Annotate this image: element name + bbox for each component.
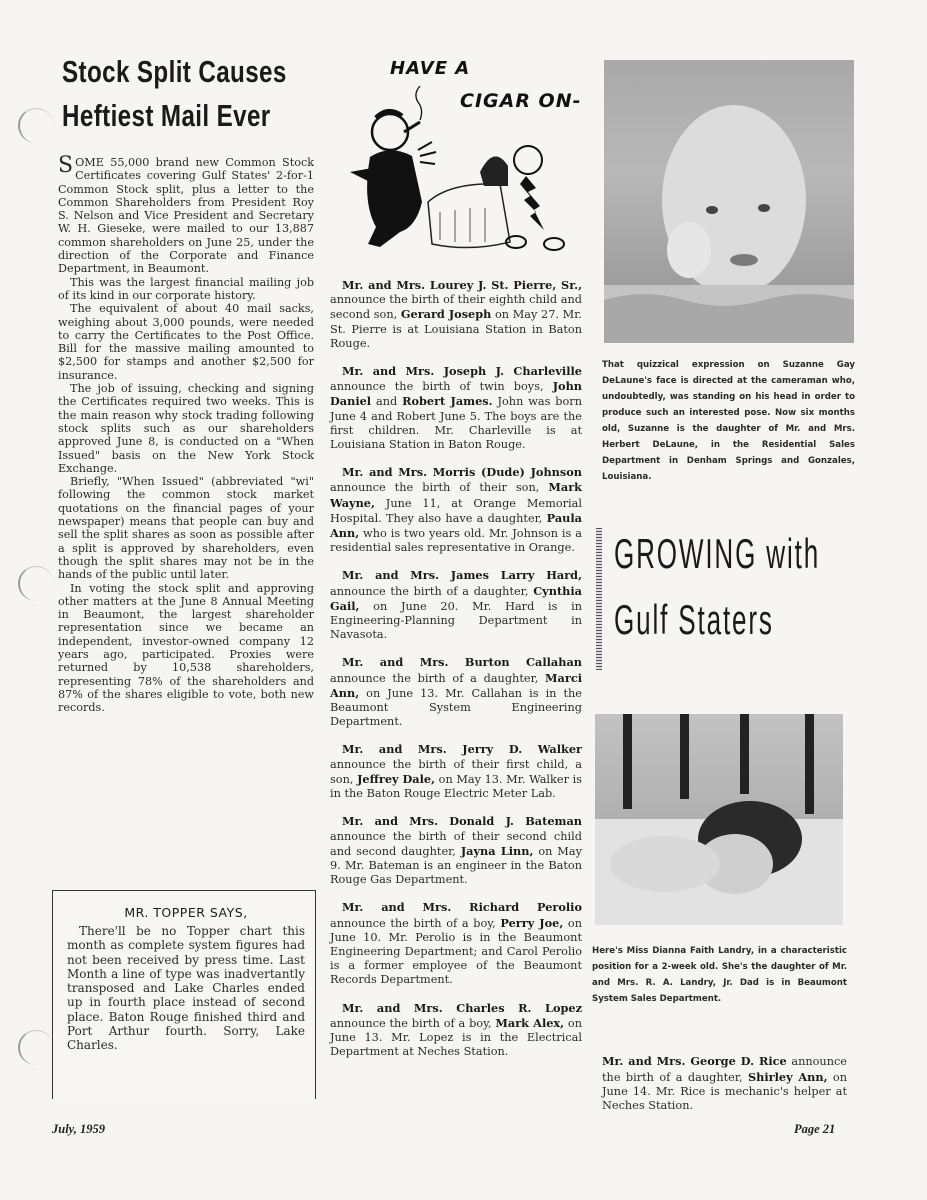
announcement: Mr. and Mrs. George D. Rice announce the birth of a daughter, Shirley Ann, on June 14. Mr. Rice is mechanic's helper at Neches Station. [602,1054,848,1112]
article-headline-line1: Stock Split Causes [62,54,287,89]
article-paragraph: The equivalent of about 40 mail sacks, weighing about 3,000 pounds, were needed to carry the Certificates to the Post Office. Bill for the massive mailing amounted to $2,500 for stamps and another $2,500 for insurance. [58,302,314,382]
announcement: Mr. and Mrs. Richard Perolio announce the birth of a boy, Perry Joe, on June 10. Mr. Perolio is in the Beaumont Engineering Department; and Carol Perolio is a former employee of the Beaumont Records Department. [330,900,583,987]
announcement-rice [602,1043,847,1124]
section-title-line2: Gulf Staters [614,596,774,643]
article-paragraph: Briefly, "When Issued" (abbreviated "wi" following the common stock market quotations on the financial pages of your newspaper) means that people can buy and sell the split shares as soon as possible after a split is approved by shareholders, even though the split shares may not be in the hands of the public until later. [58,475,314,582]
topper-box [52,890,316,1099]
reddy-kilowatt-icon [514,146,542,174]
announcement: Mr. and Mrs. Charles R. Lopez announce the birth of a boy, Mark Alex, on June 13. Mr. Lopez is in the Electrical Department at Neches Station. [330,1000,582,1059]
father-head-icon [372,114,408,150]
cigar-cartoon [340,52,590,262]
announcement: Mr. and Mrs. Lourey J. St. Pierre, Sr., announce the birth of their eighth child and second son, Gerard Joseph on May 27. Mr. St. Pierre is at Louisiana Station in Baton Rouge. [330,278,582,350]
article-paragraph: The job of issuing, checking and signing the Certificates required two weeks. This is the main reason why stock trading following stock splits such as our shareholders approved June 8, is conducted on a "When Issued" basis on the New York Stock Exchange. [58,382,314,475]
announcement: Mr. and Mrs. Donald J. Bateman announce the birth of their second child and second daughter, Jayna Linn, on May 9. Mr. Bateman is an engineer in the Baton Rouge Gas Department. [330,814,582,887]
punch-hole [18,566,54,601]
baby-photo-dianna [595,714,843,925]
father-body-icon [367,150,422,247]
article-paragraph: In voting the stock split and approving other matters at the June 8 Annual Meeting in Beaumont, the largest shareholder representation since we became an independent, investor-owned company 12 years ago, participated. Proxies were returned by 10,538 shareholders, representing 78% of the shareholders and 87% of the shares eligible to vote, both new records. [58,581,314,715]
article-headline-line2: Heftiest Mail Ever [62,98,271,133]
smoke-icon [416,86,422,120]
announcement: Mr. and Mrs. James Larry Hard, announce the birth of a daughter, Cynthia Gail, on June 20. Mr. Hard is in Engineering-Planning Department in Navasota. [330,568,582,642]
photo-caption-dianna: Here's Miss Dianna Faith Landry, in a characteristic position for a 2-week old. She's the daughter of Mr. and Mrs. R. A. Landry, Jr. Dad is in Beaumont System Sales Department. [592,946,847,1004]
article-column [58,50,314,714]
article-paragraph: SOME 55,000 brand new Common Stock Certificates covering Gulf States' 2-for-1 Common Stock split, plus a letter to the Common Shareholders from President Roy S. Nelson and Vice President and Secretary W. H. Gieseke, were mailed to our 13,887 common shareholders on June 25, under the direction of the Corporate and Finance Department, in Beaumont. [58,153,314,276]
section-title-line1: GROWING with [614,530,821,577]
announcement: Mr. and Mrs. Jerry D. Walker announce the birth of their first child, a son, Jeffrey Dale, on May 13. Mr. Walker is in the Baton Rouge Electric Meter Lab. [330,742,582,801]
baby-portrait-image [604,60,854,343]
decorative-rule [596,528,602,670]
sleeping-baby-image [595,714,843,925]
cartoon-caption-line2: CIGAR ON- [460,90,582,112]
punch-hole [18,1030,54,1065]
cartoon-illustration [340,52,590,262]
article-paragraph: This was the largest financial mailing job of its kind in our corporate history. [58,275,314,302]
announcement: Mr. and Mrs. Burton Callahan announce the birth of a daughter, Marci Ann, on June 13. Mr. Callahan is in the Beaumont System Engineering Department. [330,655,582,729]
page-number: Page 21 [794,1122,836,1136]
article-body [58,153,314,715]
photo-caption-suzanne: That quizzical expression on Suzanne Gay DeLaune's face is directed at the cameraman who, undoubtedly, was standing on his head in order to produce such an interested pose. Now six months old, Suzanne is the daughter of Mr. and Mrs. Herbert DeLaune, in the Residential Sales Department in Denham Springs and Gonzales, Louisiana. [602,360,855,482]
drop-cap: S [58,153,74,178]
issue-date: July, 1959 [52,1122,106,1136]
section-title [596,520,866,670]
announcement: Mr. and Mrs. Morris (Dude) Johnson announce the birth of their son, Mark Wayne, June 11, at Orange Memorial Hospital. They also have a daughter, Paula Ann, who is two years old. Mr. Johnson is a residential sales representative in Orange. [330,465,582,555]
topper-body: There'll be no Topper chart this month as complete system figures had not been received by press time. Last Month a line of type was inadvertantly transposed and Lake Charles ended up in fourth place instead of second place. Baton Rouge finished third and Port Arthur fourth. Sorry, Lake Charles. [67,924,305,1053]
baby-photo-suzanne [604,60,854,343]
topper-title: MR. TOPPER SAYS, [124,905,248,920]
cartoon-caption-line1: HAVE A [390,58,471,79]
punch-hole [18,108,54,143]
announcement: Mr. and Mrs. Joseph J. Charleville announce the birth of twin boys, John Daniel and Robert James. John was born June 4 and Robert June 5. The boys are the first children. Mr. Charleville is at Louisiana Station in Baton Rouge. [330,364,582,452]
birth-announcements [330,278,582,1072]
